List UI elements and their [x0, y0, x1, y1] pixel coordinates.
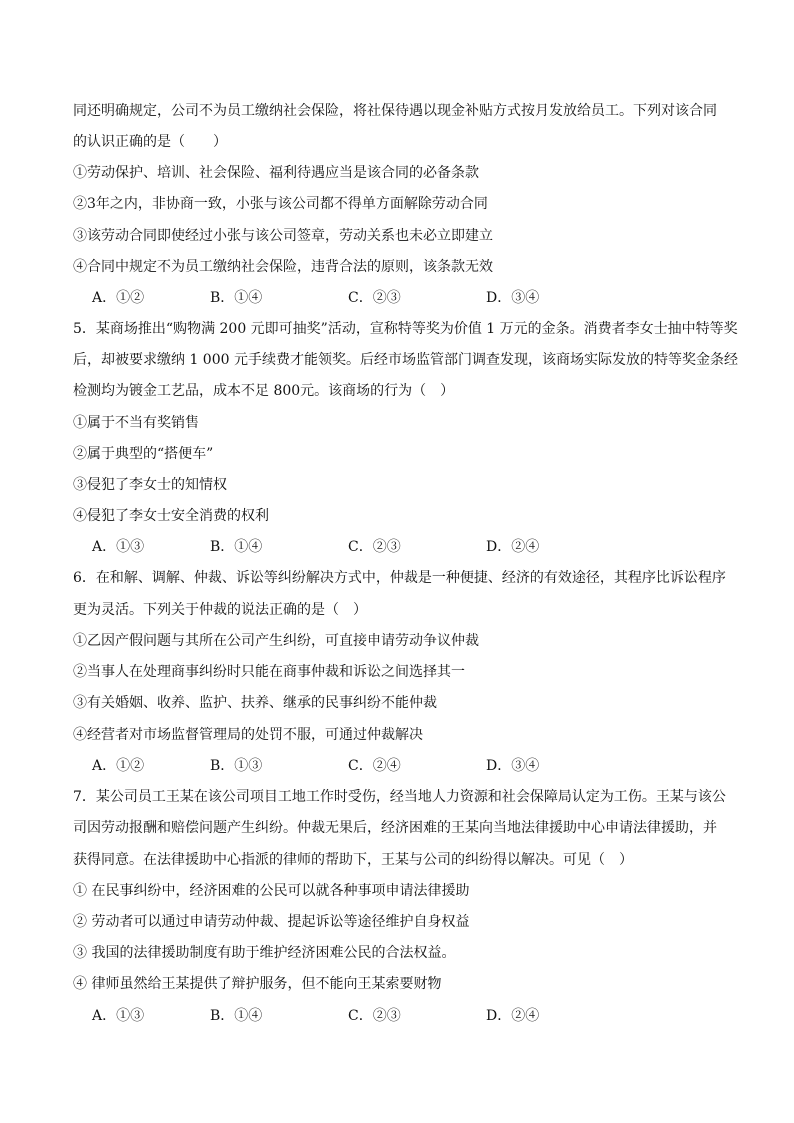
q6-option-b: B．①③	[210, 758, 263, 774]
q5-option-d: D．②④	[486, 539, 540, 555]
q6-option-a: A．①②	[92, 758, 145, 774]
q6-item-1: ①乙因产假问题与其所在公司产生纠纷，可直接申请劳动争议仲裁	[73, 633, 479, 649]
q5-item-1: ①属于不当有奖销售	[73, 415, 199, 431]
q5-stem-line-3: 检测均为镀金工艺品，成本不足 800元。该商场的行为（ ）	[73, 383, 455, 399]
q5-item-2: ②属于典型的“搭便车”	[73, 446, 214, 462]
q7-item-3: ③ 我国的法律援助制度有助于维护经济困难公民的合法权益。	[73, 945, 456, 961]
q7-option-a: A．①③	[92, 1008, 145, 1024]
q5-option-c: C．②③	[348, 539, 401, 555]
q6-option-d: D．③④	[486, 758, 540, 774]
q4-option-b: B．①④	[210, 290, 263, 306]
q6-stem-line-1: 6．在和解、调解、仲裁、诉讼等纠纷解决方式中，仲裁是一种便捷、经济的有效途径，其程序比诉讼程序	[73, 570, 726, 586]
q5-stem-line-1: 5．某商场推出“购物满 200 元即可抽奖”活动，宣称特等奖为价值 1 万元的金条。消费者李女士抽中特等奖	[73, 321, 738, 337]
q7-item-2: ② 劳动者可以通过申请劳动仲裁、提起诉讼等途径维护自身权益	[73, 914, 470, 930]
q4-item-1: ①劳动保护、培训、社会保险、福利待遇应当是该合同的必备条款	[73, 165, 479, 181]
q6-stem-line-2: 更为灵活。下列关于仲裁的说法正确的是（ ）	[73, 602, 367, 618]
q7-item-4: ④ 律师虽然给王某提供了辩护服务，但不能向王某索要财物	[73, 976, 442, 992]
q7-stem-line-2: 司因劳动报酬和赔偿问题产生纠纷。仲裁无果后，经济困难的王某向当地法律援助中心申请法律援助，并	[73, 820, 717, 836]
q7-option-d: D．②④	[486, 1008, 540, 1024]
q5-option-b: B．①④	[210, 539, 263, 555]
q4-item-4: ④合同中规定不为员工缴纳社会保险，违背合法的原则，该条款无效	[73, 259, 493, 275]
q4-option-d: D．③④	[486, 290, 540, 306]
q7-stem-line-3: 获得同意。在法律援助中心指派的律师的帮助下，王某与公司的纠纷得以解决。可见（ ）	[73, 852, 633, 868]
q4-option-a: A．①②	[92, 290, 145, 306]
q7-option-b: B．①④	[210, 1008, 263, 1024]
q6-item-2: ②当事人在处理商事纠纷时只能在商事仲裁和诉讼之间选择其一	[73, 664, 465, 680]
q7-option-c: C．②③	[348, 1008, 401, 1024]
q6-item-4: ④经营者对市场监督管理局的处罚不服，可通过仲裁解决	[73, 727, 423, 743]
q5-option-a: A．①③	[92, 539, 145, 555]
q6-item-3: ③有关婚姻、收养、监护、扶养、继承的民事纠纷不能仲裁	[73, 695, 437, 711]
q4-stem-line-2: 的认识正确的是（ ）	[73, 134, 227, 150]
q4-option-c: C．②③	[348, 290, 401, 306]
q5-stem-line-2: 后，却被要求缴纳 1 000 元手续费才能领奖。后经市场监管部门调查发现，该商场实际发放的特等奖金条经	[73, 352, 738, 368]
q4-stem-line-1: 同还明确规定，公司不为员工缴纳社会保险，将社保待遇以现金补贴方式按月发放给员工。下列对该合同	[73, 103, 717, 119]
q5-item-3: ③侵犯了李女士的知情权	[73, 477, 227, 493]
q7-stem-line-1: 7．某公司员工王某在该公司项目工地工作时受伤，经当地人力资源和社会保障局认定为工伤。王某与该公	[73, 789, 726, 805]
q6-option-c: C．②④	[348, 758, 401, 774]
q4-item-3: ③该劳动合同即使经过小张与该公司签章，劳动关系也未必立即建立	[73, 228, 493, 244]
q5-item-4: ④侵犯了李女士安全消费的权利	[73, 508, 269, 524]
q4-item-2: ②3年之内，非协商一致，小张与该公司都不得单方面解除劳动合同	[73, 196, 488, 212]
q7-item-1: ① 在民事纠纷中，经济困难的公民可以就各种事项申请法律援助	[73, 883, 470, 899]
